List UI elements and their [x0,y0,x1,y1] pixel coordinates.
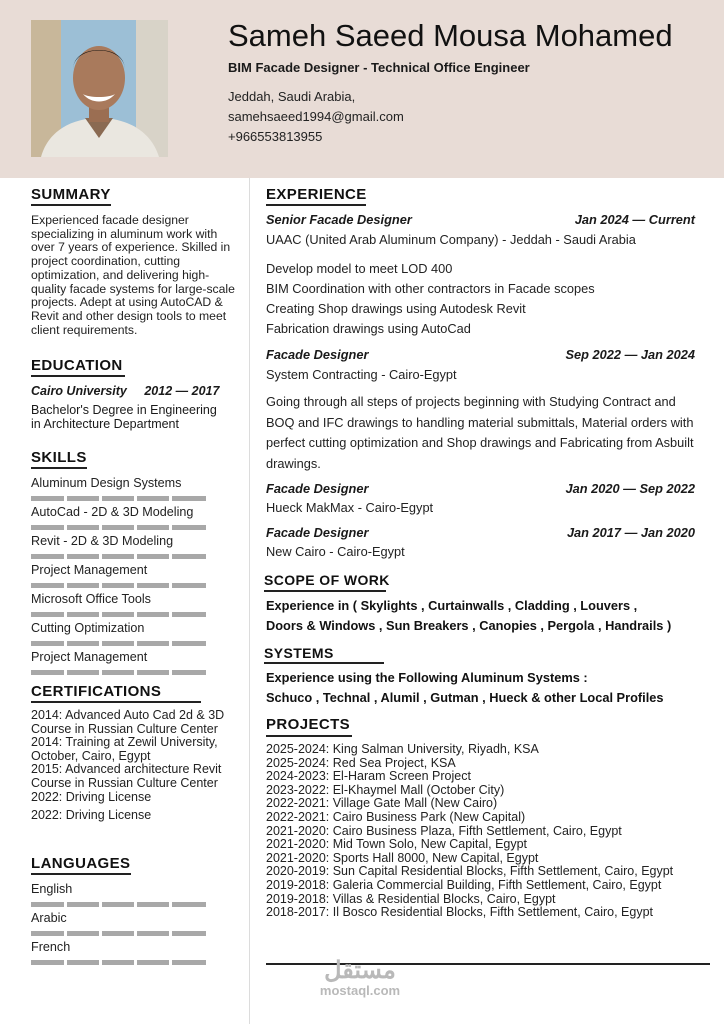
summary-underline [31,204,111,206]
job-company: New Cairo - Cairo-Egypt [266,544,405,559]
project-item: 2020-2019: Sun Capital Residential Blocks, Fifth Settlement, Cairo, Egypt [266,864,674,879]
bar-gap [99,902,102,907]
certification-item: 2022: Driving License [31,808,152,823]
bar-gap [134,554,137,559]
skill-level-bar [31,554,206,559]
skill-level-fill [31,525,206,530]
project-item: 2021-2020: Mid Town Solo, New Capital, Egypt [266,837,528,852]
bar-gap [134,641,137,646]
education-degree-line-2: in Architecture Department [31,417,179,431]
job-description: Going through all steps of projects beginning with Studying Contract and BOQ and IFC drawings to handling material submittals, Material orders with perfect cutting optimization and Shop drawings and Fabricating from Asbuilt drawings. [266,394,694,471]
bar-gap [64,525,67,530]
bar-gap [99,960,102,965]
full-name: Sameh Saeed Mousa Mohamed [228,18,673,53]
language-level-bar [31,902,206,907]
certifications-heading: CERTIFICATIONS [31,683,162,700]
skill-item [31,592,206,606]
skill-label: Cutting Optimization [31,621,145,635]
skill-level-fill [31,554,206,559]
bar-gap [99,670,102,675]
job-dates: Jan 2024 — Current [574,212,695,227]
watermark-arabic: مستقل [324,957,396,984]
experience-underline [266,204,366,206]
skill-level-bar [31,525,206,530]
watermark-latin: mostaql.com [319,983,401,998]
skill-level-bar [31,496,206,501]
bar-gap [134,902,137,907]
languages-underline [31,873,131,875]
project-item: 2022-2021: Cairo Business Park (New Capital) [266,809,526,824]
bar-gap [169,931,172,936]
language-label: Arabic [31,911,67,925]
project-item: 2019-2018: Villas & Residential Blocks, Cairo, Egypt [266,891,556,906]
education-school-line [31,384,219,398]
skill-item [31,505,206,519]
skill-level-bar [31,612,206,617]
projects-heading: PROJECTS [266,716,351,733]
bar-gap [169,612,172,617]
job-title: Senior Facade Designer [266,212,412,227]
job-company: System Contracting - Cairo-Egypt [266,367,457,382]
skill-item [31,650,206,664]
projects-underline [266,735,352,737]
job-dates: Sep 2022 — Jan 2024 [565,347,695,362]
bar-gap [99,931,102,936]
bar-gap [99,525,102,530]
bar-gap [64,612,67,617]
bar-gap [134,525,137,530]
certification-item: 2014: Advanced Auto Cad 2d & 3D Course in Russian Culture Center [31,708,225,736]
job-dates: Jan 2020 — Sep 2022 [565,481,695,496]
project-item: 2025-2024: Red Sea Project, KSA [266,755,456,770]
scope-line-1: Experience in ( Skylights , Curtainwalls , Cladding , Louvers , [266,598,638,613]
email-address[interactable]: samehsaeed1994@gmail.com [228,109,404,124]
job-company: Hueck MakMax - Cairo-Egypt [266,500,434,515]
summary-heading: SUMMARY [31,186,111,203]
language-item [31,940,206,954]
job-title: Facade Designer [266,347,369,362]
systems-line-2: Schuco , Technal , Alumil , Gutman , Hueck & other Local Profiles [266,690,664,705]
bar-gap [134,670,137,675]
bar-gap [169,583,172,588]
location: Jeddah, Saudi Arabia, [228,89,356,104]
bar-gap [169,525,172,530]
certifications-underline [31,701,201,703]
summary-text: Experienced facade designer specializing in aluminum work with over 7 years of experience. Skilled in project coordination, cutting optimization, and delivering high-quality facade systems for large-scale projects. Adept at using AutoCAD & Revit and other design tools to meet client requirements. [31,213,235,337]
bar-gap [64,496,67,501]
job-duty: Develop model to meet LOD 400 [266,261,453,276]
skill-label: AutoCad - 2D & 3D Modeling [31,505,194,519]
profile-photo [31,20,168,157]
skill-level-fill [31,670,206,675]
bar-gap [99,612,102,617]
language-item [31,882,206,896]
skill-label: Microsoft Office Tools [31,592,151,606]
job-duty: BIM Coordination with other contractors in Facade scopes [266,281,595,296]
job-title: Facade Designer [266,481,369,496]
phone-number[interactable]: +966553813955 [228,129,323,144]
bar-gap [99,554,102,559]
certification-item: 2022: Driving License [31,789,152,804]
skill-level-fill [31,583,206,588]
job-duty: Fabrication drawings using AutoCad [266,321,471,336]
education-school: Cairo University [31,384,127,398]
language-label: English [31,882,73,896]
skill-level-fill [31,641,206,646]
education-years: 2012 — 2017 [144,384,220,398]
scope-underline [264,590,386,592]
project-item: 2021-2020: Sports Hall 8000, New Capital, Egypt [266,850,539,865]
bar-gap [169,960,172,965]
job-duty: Creating Shop drawings using Autodesk Revit [266,301,526,316]
project-item: 2022-2021: Village Gate Mall (New Cairo) [266,796,498,811]
bar-gap [99,496,102,501]
education-degree-line-1: Bachelor's Degree in Engineering [31,403,217,417]
skill-label: Aluminum Design Systems [31,476,182,490]
bar-gap [64,960,67,965]
scope-line-2: Doors & Windows , Sun Breakers , Canopies , Pergola , Handrails ) [266,618,672,633]
language-level-bar [31,960,206,965]
bar-gap [64,554,67,559]
bar-gap [64,583,67,588]
skill-label: Project Management [31,563,148,577]
job-dates: Jan 2017 — Jan 2020 [566,525,695,540]
job-company: UAAC (United Arab Aluminum Company) - Jeddah - Saudi Arabia [266,232,636,247]
column-divider [249,178,250,1024]
bar-gap [134,612,137,617]
bar-gap [134,960,137,965]
skills-underline [31,467,87,469]
project-item: 2024-2023: El-Haram Screen Project [266,769,471,784]
skills-heading: SKILLS [31,449,87,466]
project-item: 2021-2020: Cairo Business Plaza, Fifth Settlement, Cairo, Egypt [266,823,622,838]
certification-item: 2015: Advanced architecture Revit Course in Russian Culture Center [31,762,222,790]
systems-underline [264,662,384,664]
language-item [31,911,206,925]
certification-item: 2014: Training at Zewil University, October, Cairo, Egypt [31,735,218,763]
language-level-fill [31,960,206,965]
header-band [0,0,724,178]
bar-gap [64,902,67,907]
language-level-fill [31,902,206,907]
job-title: Facade Designer [266,525,369,540]
skill-level-fill [31,612,206,617]
language-level-fill [31,931,206,936]
certifications-list [31,709,243,823]
language-label: French [31,940,71,954]
project-item: 2023-2022: El-Khaymel Mall (October City) [266,782,505,797]
languages-heading: LANGUAGES [31,855,131,872]
skill-level-bar [31,583,206,588]
bar-gap [134,583,137,588]
skill-label: Revit - 2D & 3D Modeling [31,534,174,548]
bar-gap [64,670,67,675]
projects-list [266,743,706,920]
bar-gap [134,931,137,936]
skill-item [31,621,206,635]
experience-heading: EXPERIENCE [266,186,367,203]
job-role: BIM Facade Designer - Technical Office Engineer [228,60,530,75]
project-item: 2025-2024: King Salman University, Riyadh, KSA [266,742,539,756]
systems-heading: SYSTEMS [264,645,334,661]
bar-gap [169,670,172,675]
bar-gap [169,496,172,501]
profile-photo-illustration [31,20,168,157]
skill-item [31,534,206,548]
skill-level-fill [31,496,206,501]
project-item: 2018-2017: Il Bosco Residential Blocks, Fifth Settlement, Cairo, Egypt [266,905,653,920]
bar-gap [64,641,67,646]
project-item: 2019-2018: Galeria Commercial Building, Fifth Settlement, Cairo, Egypt [266,877,662,892]
bar-gap [169,641,172,646]
education-underline [31,375,125,377]
bar-gap [134,496,137,501]
bar-gap [99,641,102,646]
systems-line-1: Experience using the Following Aluminum Systems : [266,670,588,685]
language-level-bar [31,931,206,936]
education-heading: EDUCATION [31,357,123,374]
bar-gap [169,902,172,907]
mostaql-watermark [300,958,420,998]
scope-heading: SCOPE OF WORK [264,572,390,588]
bar-gap [169,554,172,559]
skill-label: Project Management [31,650,148,664]
skill-item [31,476,206,490]
skill-level-bar [31,641,206,646]
skill-item [31,563,206,577]
bar-gap [64,931,67,936]
skill-level-bar [31,670,206,675]
bar-gap [99,583,102,588]
